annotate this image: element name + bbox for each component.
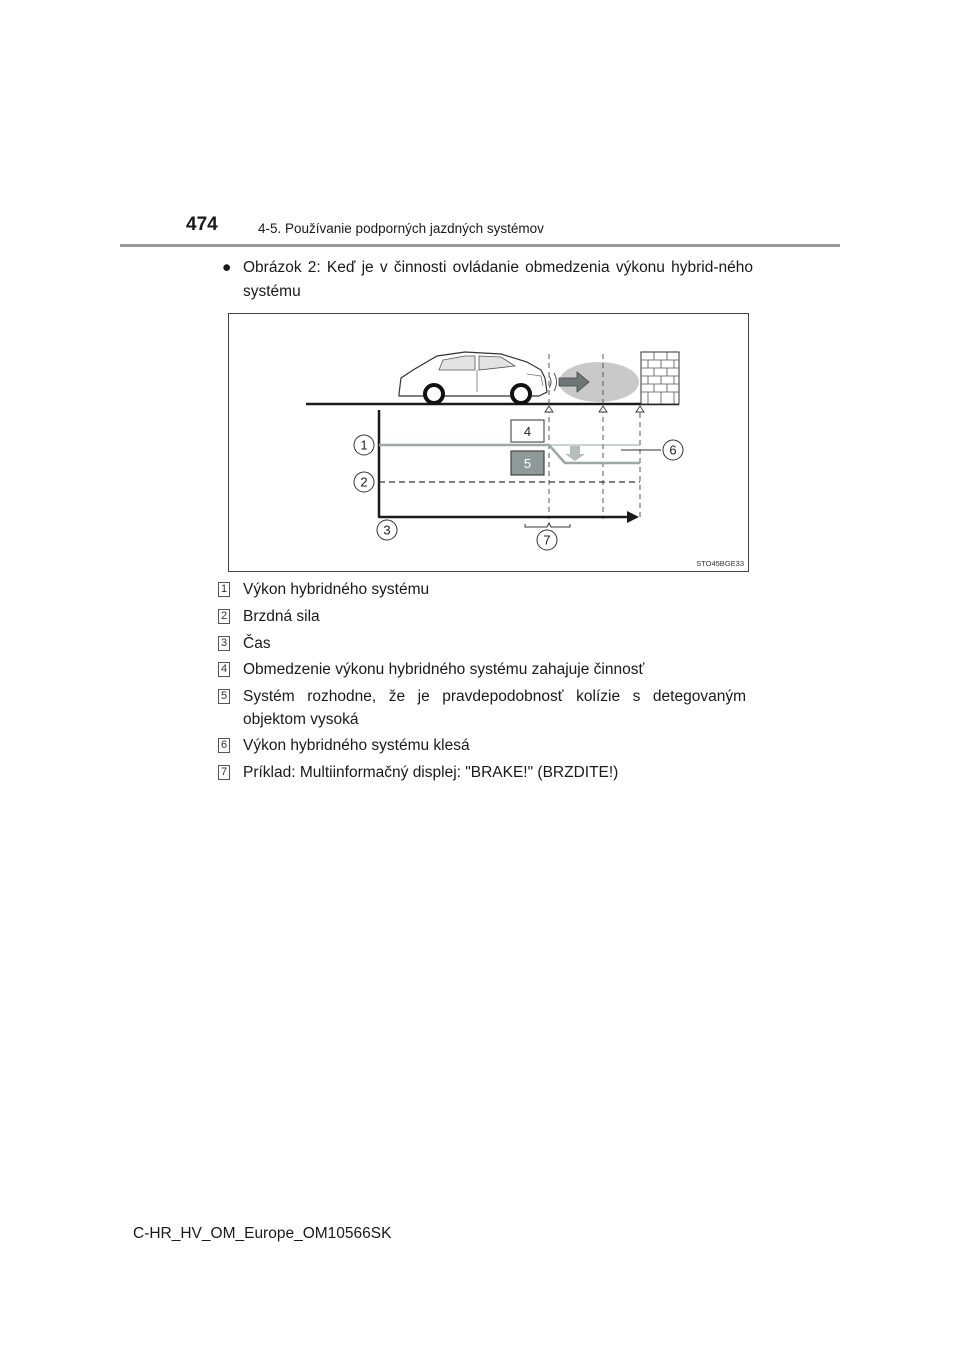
marker-triangle-1	[545, 406, 553, 412]
callout-5: 5	[523, 456, 532, 471]
legend-number: 2	[218, 609, 230, 624]
callout-6: 6	[669, 442, 677, 458]
hybrid-power-line	[379, 445, 640, 463]
legend-text: Systém rozhodne, že je pravdepodobnosť kolízie s detegovaným objektom vysoká	[243, 688, 746, 728]
x-axis-arrow-icon	[627, 511, 639, 523]
header-divider	[120, 244, 840, 247]
callout-1: 1	[360, 437, 368, 453]
legend-text: Výkon hybridného systému klesá	[243, 737, 470, 754]
car-icon	[399, 352, 557, 403]
diagram-svg	[229, 314, 750, 573]
page-number: 474	[186, 214, 218, 235]
bullet-icon: ●	[222, 259, 232, 276]
marker-triangle-3	[636, 406, 644, 412]
callout-4: 4	[523, 424, 532, 439]
legend-number: 3	[218, 636, 230, 651]
legend-text: Príklad: Multiinformačný displej: "BRAKE!" (BRZDITE!)	[243, 764, 619, 781]
legend-number: 7	[218, 765, 230, 780]
legend-number: 4	[218, 662, 230, 677]
brace-7	[525, 523, 570, 527]
brick-wall-icon	[641, 352, 679, 404]
callout-2: 2	[360, 474, 368, 490]
callout-7: 7	[543, 532, 551, 548]
callout-3: 3	[383, 522, 391, 538]
legend-text: Brzdná sila	[243, 608, 320, 625]
figure-code: STO45BGE33	[696, 559, 744, 568]
section-title: 4-5. Používanie podporných jazdných systémov	[258, 221, 544, 236]
figure-caption-text: Obrázok 2: Keď je v činnosti ovládanie obmedzenia výkonu hybrid-ného systému	[243, 259, 753, 300]
marker-triangle-2	[599, 406, 607, 412]
legend-number: 1	[218, 582, 230, 597]
legend-text: Obmedzenie výkonu hybridného systému zahajuje činnosť	[243, 661, 645, 678]
legend-number: 6	[218, 738, 230, 753]
footer-document-code: C-HR_HV_OM_Europe_OM10566SK	[133, 1225, 392, 1242]
legend-number: 5	[218, 689, 230, 704]
legend-text: Čas	[243, 635, 271, 652]
power-drop-arrow-icon	[565, 446, 585, 461]
legend-text: Výkon hybridného systému	[243, 581, 430, 598]
figure-diagram	[228, 313, 749, 572]
